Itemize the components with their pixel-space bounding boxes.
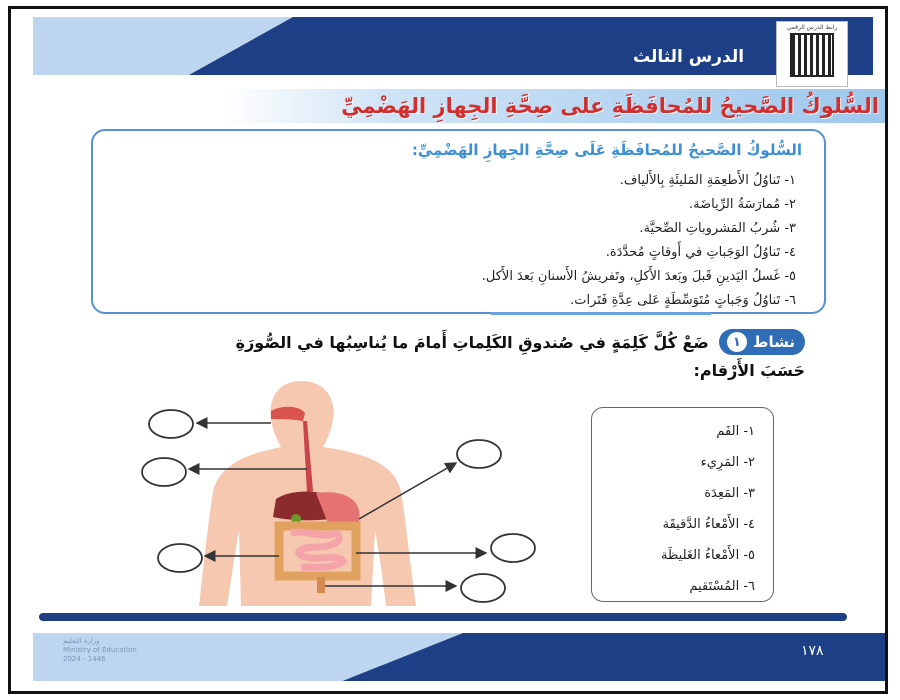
- answer-circle-3: [457, 440, 501, 468]
- tip-item: ٦- تَناوُلُ وَجَباتٍ مُتَوَسِّطَةٍ عَلى عِدَّةِ فَتَرات.: [570, 293, 796, 308]
- word-item: ٣- المَعِدَة: [704, 486, 755, 501]
- publisher-logo: وزارة التعليم Ministry of Education 2024 - 1446: [63, 637, 137, 663]
- divider: [491, 312, 711, 315]
- answer-circle-1: [149, 410, 193, 438]
- activity-instruction: ضَعْ كُلَّ كَلِمَةٍ في صُندوقِ الكَلِماتِ أَمامَ ما يُناسِبُها في الصُّورَةِ: [235, 332, 709, 352]
- activity-badge: [719, 329, 805, 355]
- tips-heading: السُّلوكُ الصَّحيحُ للمُحافَظَةِ عَلَى صِحَّةِ الجِهازِ الهَضْمِيِّ:: [411, 141, 802, 159]
- page-title: السُّلوكُ الصَّحيحُ للمُحافَظَةِ على صِحَّةِ الجِهازِ الهَضْمِيِّ: [341, 94, 879, 118]
- word-box: [591, 407, 774, 602]
- answer-circle-6: [461, 574, 505, 602]
- tip-item: ٤- تَناوُلُ الوَجَباتِ في أَوقاتٍ مُحدَّدَة.: [605, 245, 796, 260]
- activity-instruction-cont: حَسَبَ الأَرْقام:: [693, 361, 805, 380]
- lesson-label: الدرس الثالث: [632, 47, 745, 67]
- word-item: ٥- الأَمْعاءُ الغَليظَة: [661, 548, 755, 563]
- page-number: ١٧٨: [801, 643, 824, 659]
- qr-icon: [790, 33, 834, 77]
- activity-badge-label: نشاط: [752, 333, 795, 351]
- digestive-system-diagram: [131, 381, 541, 606]
- tip-item: ٢- مُمارَسَةُ الرِّياضَة.: [689, 197, 796, 212]
- footer-rule: [39, 613, 847, 621]
- activity-badge-number: ١: [727, 332, 747, 352]
- qr-caption: رابط الدرس الرقمي: [786, 24, 838, 31]
- answer-circle-2: [142, 458, 186, 486]
- tip-item: ١- تَناوُلُ الأَطعِمَةِ المَليئَةِ بِالأَلياف.: [619, 173, 796, 188]
- word-item: ٤- الأَمْعاءُ الدَّقيقَة: [662, 517, 755, 532]
- word-item: ٦- المُسْتَقيم: [689, 579, 755, 594]
- tips-list: [482, 169, 796, 313]
- answer-circle-4: [158, 544, 202, 572]
- word-item: ١- الفَم: [716, 424, 755, 439]
- title-band: [223, 89, 888, 123]
- rectum-organ: [317, 577, 325, 593]
- activity-header: [236, 329, 805, 355]
- word-item: ٢- المَرِيء: [700, 455, 755, 470]
- qr-code[interactable]: [776, 21, 848, 87]
- tip-item: ٥- غَسلُ اليَدينِ قَبلَ وبَعدَ الأَكلِ، وتَفريشُ الأَسنانِ بَعدَ الأَكل.: [481, 269, 796, 284]
- tip-item: ٣- شُربُ المَشروباتِ الصِّحيَّة.: [639, 221, 796, 236]
- page-frame: [8, 6, 888, 694]
- tips-card: [91, 129, 826, 314]
- answer-circle-5: [491, 534, 535, 562]
